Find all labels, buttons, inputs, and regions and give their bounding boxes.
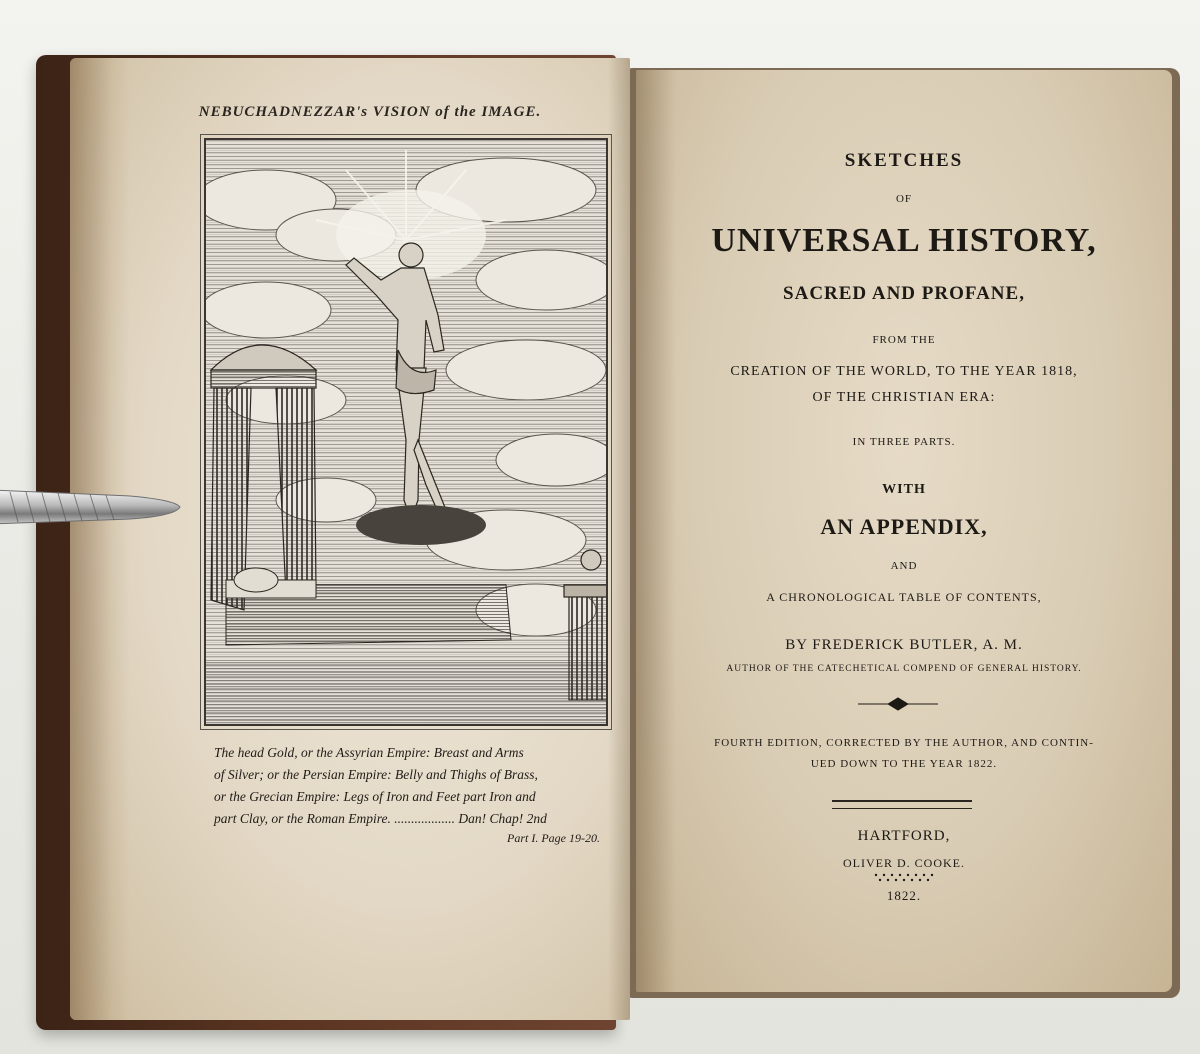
plate-caption xyxy=(214,742,614,846)
title-line-chronological-table: A CHRONOLOGICAL TABLE OF CONTENTS, xyxy=(766,590,1042,604)
main-title: UNIVERSAL HISTORY, xyxy=(711,222,1097,259)
title-line-appendix: AN APPENDIX, xyxy=(820,514,988,539)
caption-page-reference: Part I. Page 19-20. xyxy=(507,831,600,845)
caption-line: or the Grecian Empire: Legs of Iron and Feet part Iron and xyxy=(214,789,536,804)
author-line: BY FREDERICK BUTLER, A. M. xyxy=(785,637,1023,653)
caption-line: part Clay, or the Roman Empire. .................. Dan! Chap! 2nd xyxy=(214,811,547,826)
plate-title: NEBUCHADNEZZAR's VISION of the IMAGE. xyxy=(198,104,542,120)
title-line-three-parts: IN THREE PARTS. xyxy=(852,436,956,448)
caption-line: of Silver; or the Persian Empire: Belly and Thighs of Brass, xyxy=(214,767,538,782)
title-line-of: OF xyxy=(895,193,913,205)
title-line-sketches: SKETCHES xyxy=(844,150,964,171)
double-rule-divider xyxy=(832,800,972,809)
author-credentials: AUTHOR OF THE CATECHETICAL COMPEND OF GENERAL HISTORY. xyxy=(726,664,1082,674)
title-line-christian-era: OF THE CHRISTIAN ERA: xyxy=(812,390,996,405)
title-line-from-the: FROM THE xyxy=(872,334,936,346)
engraving-svg xyxy=(206,140,606,724)
imprint-place: HARTFORD, xyxy=(857,828,951,844)
edition-line-1: FOURTH EDITION, CORRECTED BY THE AUTHOR, AND CONTIN- xyxy=(714,737,1094,749)
title-line-with: WITH xyxy=(882,482,926,497)
silver-pen-icon xyxy=(0,482,190,532)
ornament-divider-icon xyxy=(858,695,938,713)
title-line-and: AND xyxy=(890,560,918,572)
subtitle: SACRED AND PROFANE, xyxy=(783,283,1025,304)
edition-line-2: UED DOWN TO THE YEAR 1822. xyxy=(810,758,998,770)
caption-line: The head Gold, or the Assyrian Empire: Breast and Arms xyxy=(214,745,524,760)
imprint-publisher: OLIVER D. COOKE. xyxy=(843,856,965,870)
title-line-creation: CREATION OF THE WORLD, TO THE YEAR 1818, xyxy=(730,364,1078,379)
engraving-illustration xyxy=(204,138,608,726)
dotted-ornament-icon xyxy=(872,872,936,882)
imprint-year: 1822. xyxy=(886,888,922,903)
